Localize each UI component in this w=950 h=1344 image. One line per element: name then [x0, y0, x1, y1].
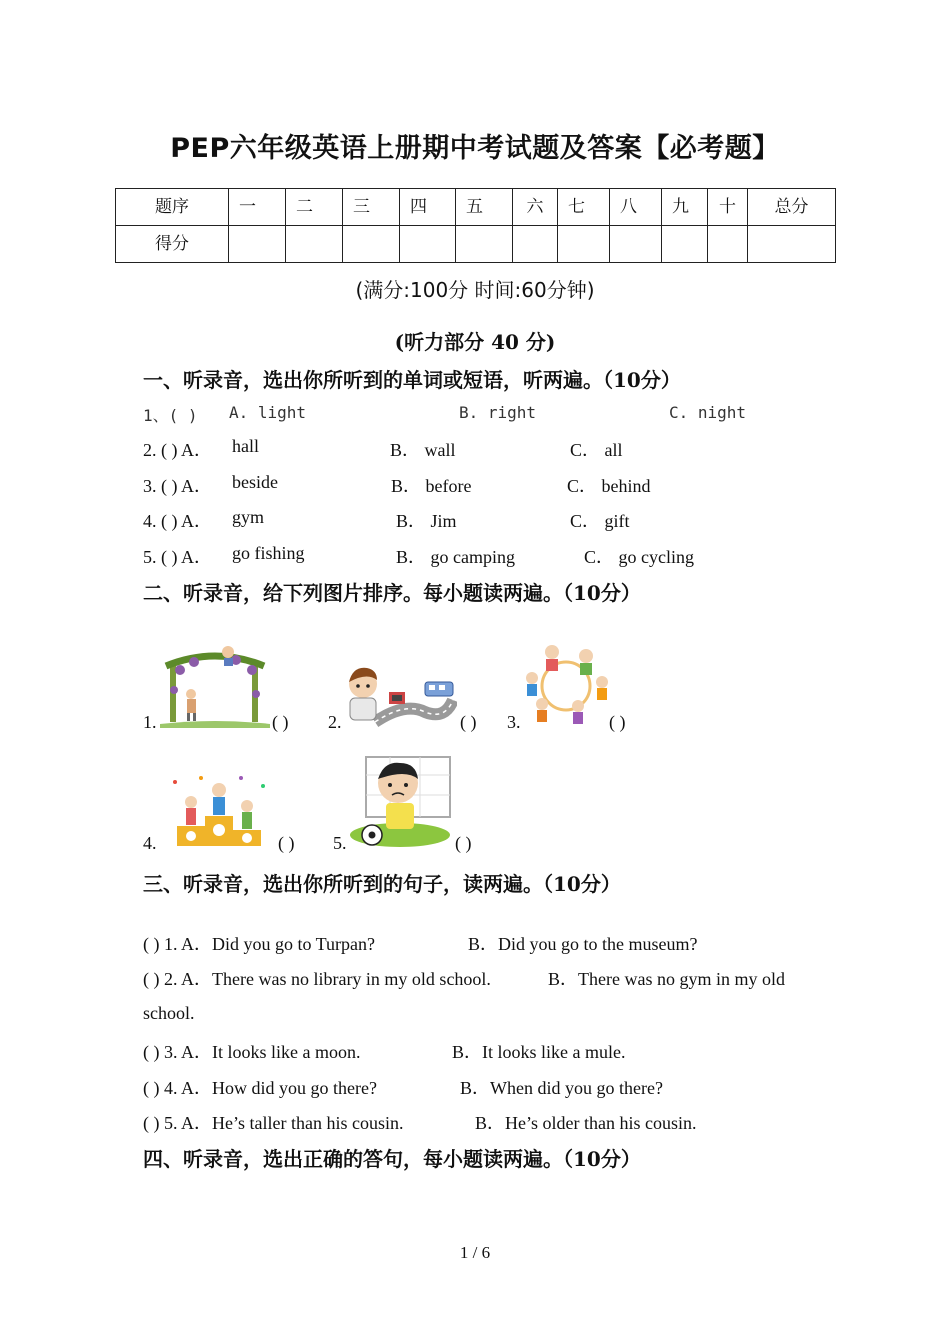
header-cell: 总分 [748, 189, 836, 226]
s1-q5-number: 5. ( ) A． [143, 547, 212, 567]
header-cell: 八 [610, 189, 662, 226]
score-table [115, 188, 836, 263]
score-cell[interactable] [748, 226, 836, 263]
header-cell: 九 [662, 189, 708, 226]
s1-q2-option-a[interactable]: hall [232, 436, 259, 456]
s3-q3-option-a[interactable]: ( ) 3. A．It looks like a moon. [143, 1042, 361, 1062]
score-cell[interactable] [610, 226, 662, 263]
section-1-title: 一、听录音，选出你所听到的单词或短语，听两遍。（10分） [143, 368, 681, 392]
s3-q3-option-b[interactable]: B．It looks like a mule. [452, 1042, 626, 1062]
s1-q4-number: 4. ( ) A． [143, 511, 212, 531]
header-cell: 二 [286, 189, 343, 226]
s3-q5-option-b[interactable]: B．He’s older than his cousin. [475, 1113, 697, 1133]
s3-q1-option-b[interactable]: B．Did you go to the museum? [468, 934, 698, 954]
picture-5-answer-blank[interactable]: ( ) [455, 833, 472, 853]
injured-boy-soccer-picture [350, 755, 452, 849]
header-cell: 十 [708, 189, 748, 226]
s1-q4-option-c[interactable]: C． gift [570, 511, 630, 531]
picture-3-answer-blank[interactable]: ( ) [609, 712, 626, 732]
header-cell: 六 [513, 189, 558, 226]
s1-q1-number: 1、( ) [143, 406, 198, 425]
header-cell: 三 [343, 189, 400, 226]
s1-q2-option-c[interactable]: C． all [570, 440, 623, 460]
s3-q1-option-a[interactable]: ( ) 1. A．Did you go to Turpan? [143, 934, 376, 954]
header-cell: 五 [456, 189, 513, 226]
s1-q5-option-b[interactable]: B． go camping [396, 547, 515, 567]
s1-q2-option-b[interactable]: B． wall [390, 440, 456, 460]
picture-4-answer-blank[interactable]: ( ) [278, 833, 295, 853]
section-3-title: 三、听录音，选出你所听到的句子，读两遍。（10分） [143, 872, 621, 896]
s3-q2-option-b[interactable]: B．There was no gym in my old [548, 969, 785, 989]
s3-q2-continuation: school. [143, 1003, 195, 1023]
score-table-header-row [116, 189, 836, 226]
section-4-title: 四、听录音，选出正确的答句，每小题读两遍。（10分） [143, 1147, 641, 1171]
s1-q2-number: 2. ( ) A． [143, 440, 212, 460]
s1-q3-option-c[interactable]: C． behind [567, 476, 651, 496]
s1-q5-option-c[interactable]: C． go cycling [584, 547, 694, 567]
page-number: 1 / 6 [459, 1243, 491, 1262]
picture-3-label: 3. [507, 712, 521, 732]
score-cell[interactable] [708, 226, 748, 263]
score-cell[interactable] [456, 226, 513, 263]
s1-q3-option-a[interactable]: beside [232, 472, 278, 492]
s3-q4-option-b[interactable]: B．When did you go there? [460, 1078, 663, 1098]
s1-q4-option-b[interactable]: B． Jim [396, 511, 457, 531]
section-2-title: 二、听录音，给下列图片排序。每小题读两遍。（10分） [143, 581, 641, 605]
score-cell[interactable] [400, 226, 456, 263]
grapevine-garden-picture [160, 644, 270, 728]
s1-q3-number: 3. ( ) A． [143, 476, 212, 496]
s3-q5-option-a[interactable]: ( ) 5. A．He’s taller than his cousin. [143, 1113, 404, 1133]
exam-meta: (满分:100分 时间:60分钟) [355, 278, 595, 302]
score-table-score-row [116, 226, 836, 263]
boy-with-train-picture [345, 662, 457, 732]
listening-note: (听力部分 40 分) [394, 330, 556, 354]
score-cell[interactable] [229, 226, 286, 263]
picture-1-answer-blank[interactable]: ( ) [272, 712, 289, 732]
header-cell: 四 [400, 189, 456, 226]
score-cell[interactable] [343, 226, 400, 263]
picture-5-label: 5. [333, 833, 347, 853]
children-dancing-circle-picture [522, 642, 610, 726]
score-cell[interactable] [286, 226, 343, 263]
header-cell: 一 [229, 189, 286, 226]
picture-1-label: 1. [143, 712, 157, 732]
header-cell: 题序 [116, 189, 229, 226]
header-cell: 七 [558, 189, 610, 226]
s1-q1-option-c[interactable]: C. night [669, 403, 747, 422]
picture-4-label: 4. [143, 833, 157, 853]
s1-q5-option-a[interactable]: go fishing [232, 543, 305, 563]
score-cell[interactable] [662, 226, 708, 263]
s1-q1-option-a[interactable]: A. light [229, 403, 307, 422]
picture-2-label: 2. [328, 712, 342, 732]
score-cell[interactable] [558, 226, 610, 263]
s1-q3-option-b[interactable]: B． before [391, 476, 472, 496]
s1-q4-option-a[interactable]: gym [232, 507, 265, 527]
picture-2-answer-blank[interactable]: ( ) [460, 712, 477, 732]
score-label-cell: 得分 [116, 226, 229, 263]
score-cell[interactable] [513, 226, 558, 263]
s3-q2-option-a[interactable]: ( ) 2. A．There was no library in my old school. [143, 969, 491, 989]
s1-q1-option-b[interactable]: B. right [459, 403, 537, 422]
s3-q4-option-a[interactable]: ( ) 4. A．How did you go there? [143, 1078, 377, 1098]
page-title: PEP六年级英语上册期中考试题及答案【必考题】 [170, 133, 780, 164]
winners-podium-picture [165, 772, 273, 850]
